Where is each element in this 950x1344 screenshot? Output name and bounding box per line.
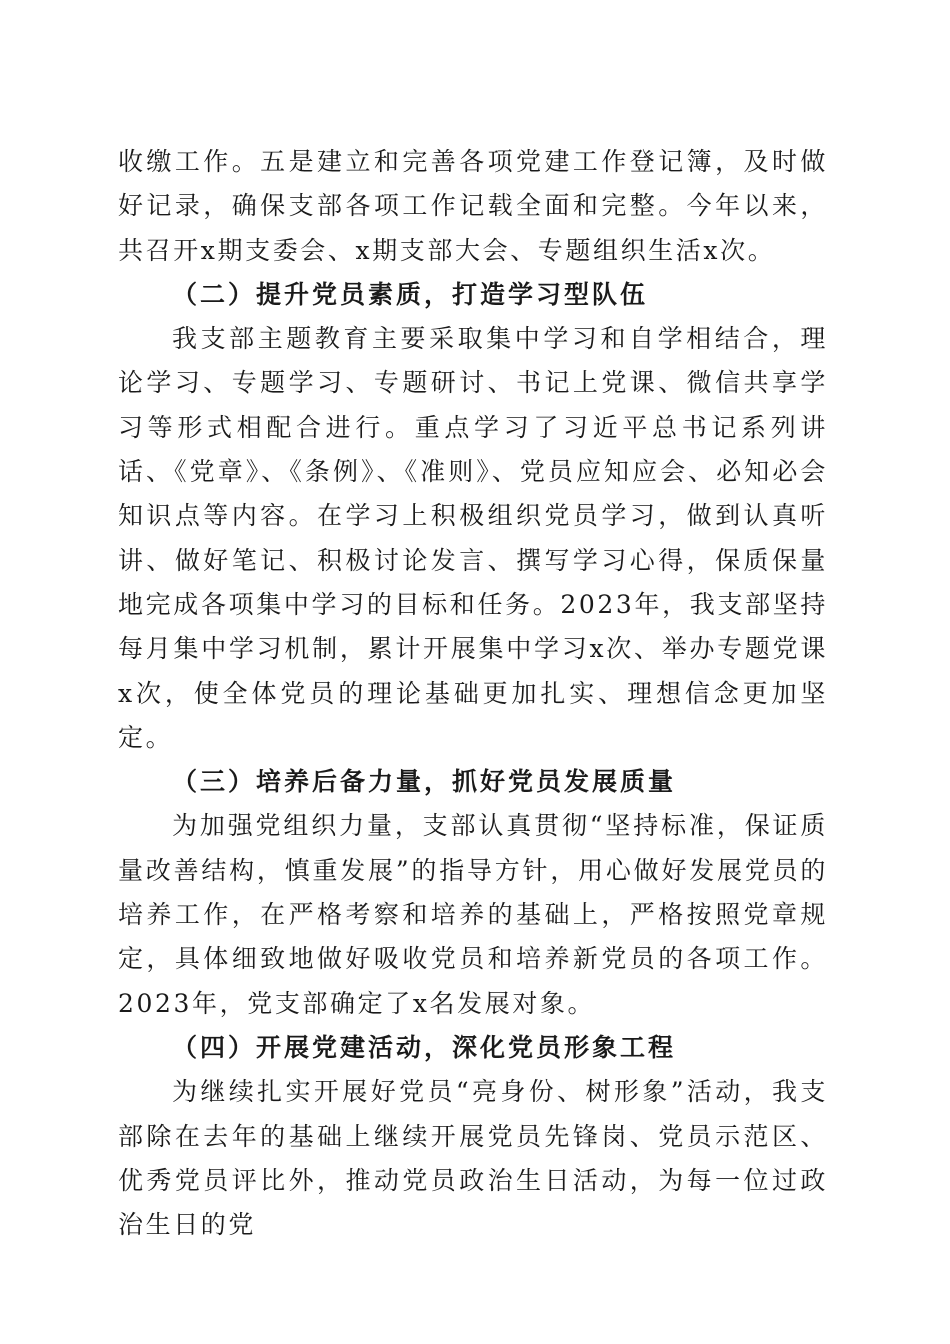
section-heading-4: （四）开展党建活动，深化党员形象工程 bbox=[172, 1032, 677, 1062]
paragraph-continued: 收缴工作。五是建立和完善各项党建工作登记簿，及时做好记录，确保支部各项工作记载全面和完整。今年以来，共召开x期支委会、x期支部大会、专题组织生活x次。 bbox=[118, 147, 828, 265]
section-heading-3: （三）培养后备力量，抓好党员发展质量 bbox=[172, 767, 677, 797]
document-page bbox=[118, 140, 828, 1247]
paragraph-study: 我支部主题教育主要采取集中学习和自学相结合，理论学习、专题学习、专题研讨、书记上党课、微信共享学习等形式相配合进行。重点学习了习近平总书记系列讲话、《党章》、《条例》、《准则》、党员应知应会、必知必会知识点等内容。在学习上积极组织党员学习，做到认真听讲、做好笔记、积极讨论发言、撰写学习心得，保质保量地完成各项集中学习的目标和任务。2023年，我支部坚持每月集中学习机制，累计开展集中学习x次、举办专题党课x次，使全体党员的理论基础更加扎实、理想信念更加坚定。 bbox=[118, 324, 828, 752]
section-heading-2: （二）提升党员素质，打造学习型队伍 bbox=[172, 279, 649, 309]
paragraph-development: 为加强党组织力量，支部认真贯彻“坚持标准，保证质量改善结构，慎重发展”的指导方针，用心做好发展党员的培养工作，在严格考察和培养的基础上，严格按照党章规定，具体细致地做好吸收党员和培养新党员的各项工作。2023年，党支部确定了x名发展对象。 bbox=[118, 811, 828, 1018]
paragraph-activities: 为继续扎实开展好党员“亮身份、树形象”活动，我支部除在去年的基础上继续开展党员先锋岗、党员示范区、优秀党员评比外，推动党员政治生日活动，为每一位过政治生日的党 bbox=[118, 1077, 828, 1240]
